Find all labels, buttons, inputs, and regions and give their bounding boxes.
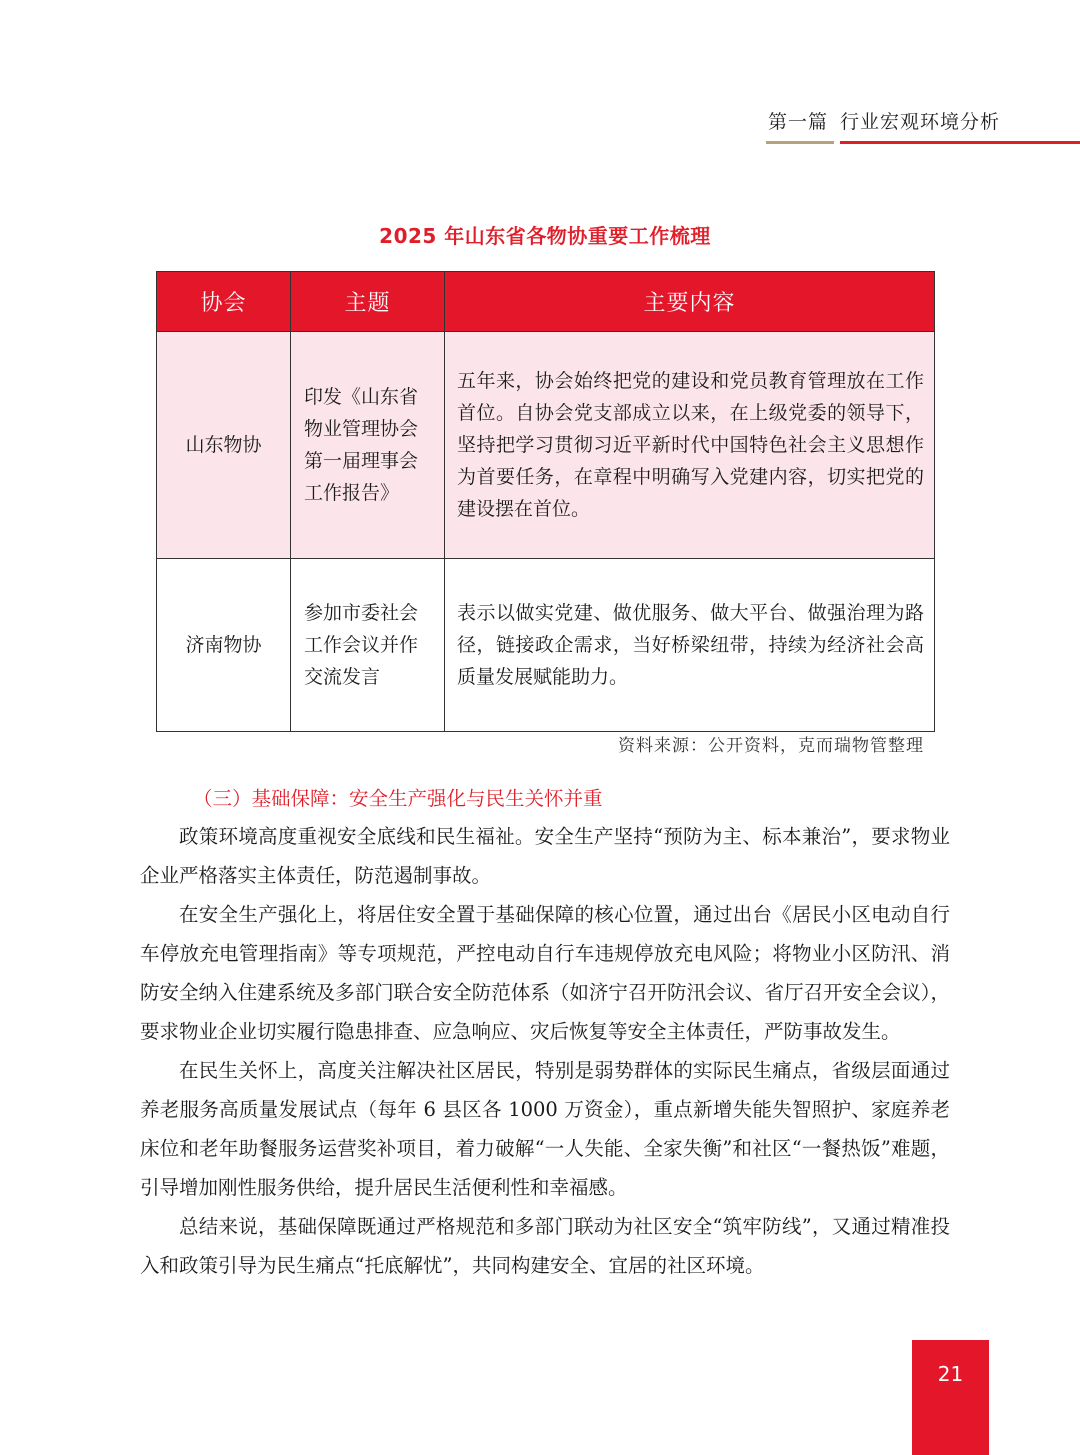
cell-content: 表示以做实党建、做优服务、做大平台、做强治理为路径，链接政企需求，当好桥梁纽带，持续为经济社会高质量发展赋能助力。 bbox=[445, 559, 935, 732]
table-source-note: 资料来源：公开资料，克而瑞物管整理 bbox=[618, 736, 924, 756]
column-header-association: 协会 bbox=[157, 272, 291, 332]
cell-association: 济南物协 bbox=[157, 559, 291, 732]
table-header-row bbox=[157, 272, 935, 332]
header-part: 第一篇 bbox=[768, 111, 829, 133]
header-rule-gold bbox=[766, 141, 834, 144]
cell-content: 五年来，协会始终把党的建设和党员教育管理放在工作首位。自协会党支部成立以来，在上级党委的领导下，坚持把学习贯彻习近平新时代中国特色社会主义思想作为首要任务，在章程中明确写入党建内容，切实把党的建设摆在首位。 bbox=[445, 332, 935, 559]
cell-topic: 参加市委社会工作会议并作交流发言 bbox=[291, 559, 445, 732]
association-work-table bbox=[156, 271, 935, 732]
table-row bbox=[157, 559, 935, 732]
column-header-topic: 主题 bbox=[291, 272, 445, 332]
paragraph: 在民生关怀上，高度关注解决社区居民，特别是弱势群体的实际民生痛点，省级层面通过养老服务高质量发展试点（每年 6 县区各 1000 万资金），重点新增失能失智照护、家庭养老床位和老年助餐服务运营奖补项目，着力破解“一人失能、全家失衡”和社区“一餐热饭”难题，引导增加刚性服务供给，提升居民生活便利性和幸福感。 bbox=[140, 1059, 950, 1199]
paragraph: 政策环境高度重视安全底线和民生福祉。安全生产坚持“预防为主、标本兼治”，要求物业企业严格落实主体责任，防范遏制事故。 bbox=[140, 825, 950, 887]
page-number-tab bbox=[912, 1340, 989, 1455]
table-title: 2025 年山东省各物协重要工作梳理 bbox=[379, 224, 711, 248]
header-rule-red bbox=[840, 141, 1080, 144]
column-header-content: 主要内容 bbox=[445, 272, 935, 332]
table-row bbox=[157, 332, 935, 559]
cell-topic: 印发《山东省物业管理协会第一届理事会工作报告》 bbox=[291, 332, 445, 559]
paragraph: 总结来说，基础保障既通过严格规范和多部门联动为社区安全“筑牢防线”，又通过精准投入和政策引导为民生痛点“托底解忧”，共同构建安全、宜居的社区环境。 bbox=[140, 1215, 950, 1277]
page-number: 21 bbox=[937, 1362, 964, 1386]
body-text bbox=[140, 817, 950, 1285]
section-heading: （三）基础保障：安全生产强化与民生关怀并重 bbox=[193, 787, 603, 810]
header-title: 行业宏观环境分析 bbox=[840, 111, 1001, 133]
running-header bbox=[768, 107, 1000, 134]
paragraph: 在安全生产强化上，将居住安全置于基础保障的核心位置，通过出台《居民小区电动自行车停放充电管理指南》等专项规范，严控电动自行车违规停放充电风险；将物业小区防汛、消防安全纳入住建系统及多部门联合安全防范体系（如济宁召开防汛会议、省厅召开安全会议），要求物业企业切实履行隐患排查、应急响应、灾后恢复等安全主体责任，严防事故发生。 bbox=[140, 903, 950, 1043]
cell-association: 山东物协 bbox=[157, 332, 291, 559]
